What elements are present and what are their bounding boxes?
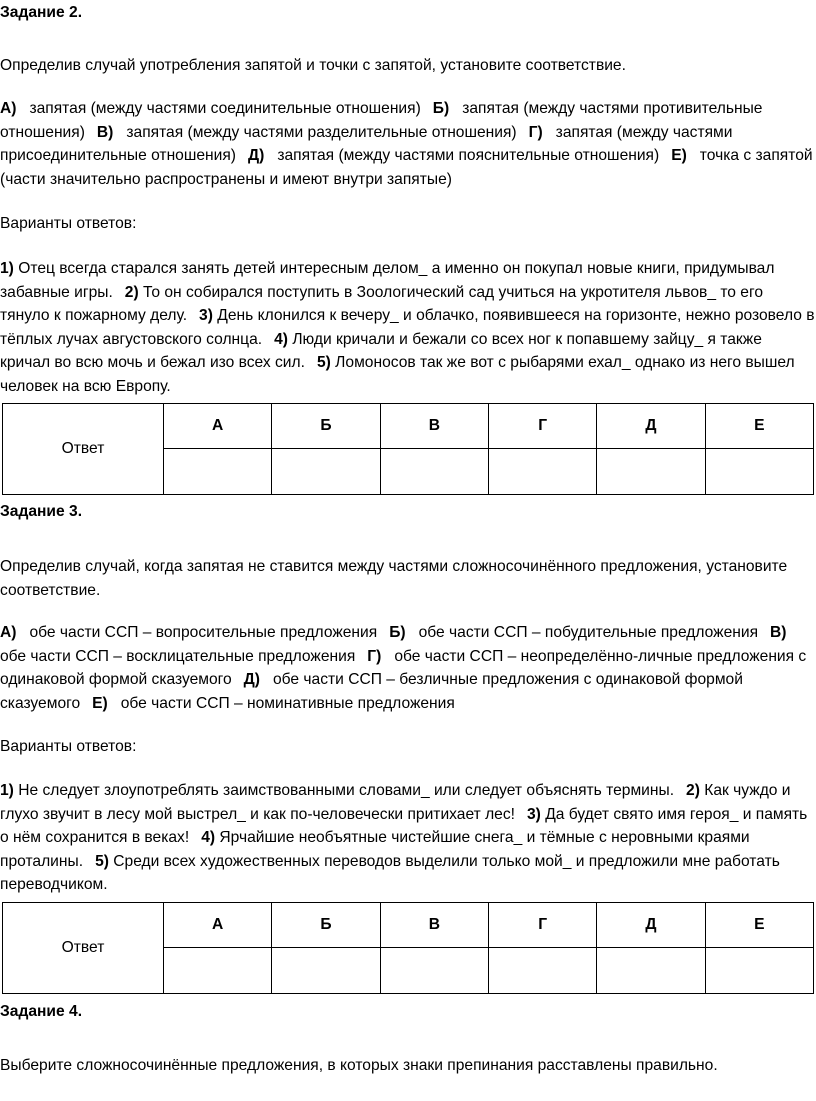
answer-cell[interactable]: [597, 948, 705, 994]
answer-text: Не следует злоупотреблять заимствованными словами_ или следует объяснять термины.: [18, 782, 675, 799]
answer-cell[interactable]: [380, 948, 488, 994]
task2-instruction: Определив случай употребления запятой и точки с запятой, установите соответствие.: [0, 57, 626, 74]
answer-number: 1): [0, 260, 14, 277]
task2-answer-table: [2, 403, 814, 495]
answer-row-label: Ответ: [3, 903, 164, 994]
column-header: Д: [597, 404, 705, 449]
option-text: обе части ССП – неопределённо-личные предложения с одинаковой формой сказуемого: [0, 647, 807, 689]
answer-number: 2): [686, 782, 700, 799]
answer-cell[interactable]: [597, 449, 705, 495]
task3-answer-table: [2, 902, 814, 994]
answer-text: Да будет свято имя героя_ и память о нём сохранится в веках!: [0, 805, 808, 847]
option-text: обе части ССП – безличные предложения с одинаковой формой сказуемого: [0, 671, 743, 712]
option-letter: Е): [671, 147, 687, 165]
task4-title: Задание 4.: [0, 1003, 83, 1020]
task3-instruction: Определив случай, когда запятая не ставится между частями сложносочинённого предложения, установите соответствие.: [0, 558, 788, 599]
option-letter: В): [96, 123, 114, 141]
column-header: Б: [272, 404, 380, 449]
answer-text: Как чуждо и глухо звучит в лесу мой выстрел_ и как по-человечески притихает лес!: [0, 782, 791, 823]
option-letter: Б): [389, 624, 406, 641]
option-text: обе части ССП – номинативные предложения: [120, 694, 455, 712]
answer-cell[interactable]: [164, 948, 272, 994]
option-text: запятая (между частями противительные отношения): [0, 100, 763, 141]
answer-number: 1): [0, 782, 14, 799]
answer-row-label: Ответ: [3, 404, 164, 495]
task2-variants-label: Варианты ответов:: [0, 215, 137, 232]
option-text: запятая (между частями разделительные отношения): [126, 123, 517, 141]
answer-number: 4): [274, 330, 288, 348]
answer-cell[interactable]: [272, 449, 380, 495]
answer-text: Отец всегда старался занять детей интересным делом_ а именно он покупал новые книги, придумывал забавные игры.: [0, 260, 775, 301]
option-letter: Г): [367, 647, 382, 665]
column-header: В: [380, 404, 488, 449]
option-letter: Д): [243, 671, 260, 689]
option-text: запятая (между частями пояснительные отношения): [277, 147, 660, 165]
option-letter: А): [0, 624, 17, 641]
answer-cell[interactable]: [488, 948, 596, 994]
option-text: обе части ССП – восклицательные предложения: [0, 647, 356, 665]
answer-cell[interactable]: [164, 449, 272, 495]
option-letter: Б): [432, 100, 450, 117]
column-header: Д: [597, 903, 705, 948]
option-letter: В): [770, 624, 787, 641]
option-letter: Г): [528, 123, 543, 141]
option-text: точка с запятой (части значительно распространены и имеют внутри запятые): [0, 147, 813, 188]
answer-number: 2): [124, 283, 139, 301]
option-letter: Д): [248, 147, 265, 165]
answer-number: 3): [199, 307, 213, 325]
answer-number: 3): [526, 805, 541, 823]
option-letter: Е): [92, 694, 108, 712]
answer-number: 5): [95, 852, 109, 870]
answer-text: День клонился к вечеру_ и облачко, появившееся на горизонте, нежно розовело в тёплых лучах августовского солнца.: [0, 307, 815, 348]
answer-cell[interactable]: [272, 948, 380, 994]
option-letter: А): [0, 100, 17, 117]
answer-text: Люди кричали и бежали со всех ног к попавшему зайцу_ я также кричал во всю мочь и бежал изо всех сил.: [0, 330, 762, 372]
answer-text: Ярчайшие необъятные чистейшие снега_ и тёмные с неровными краями проталины.: [0, 829, 750, 870]
task3-answers: [0, 779, 816, 897]
column-header: Е: [705, 903, 813, 948]
task4-instruction: Выберите сложносочинённые предложения, в которых знаки препинания расставлены правильно.: [0, 1057, 718, 1074]
option-text: обе части ССП – побудительные предложения: [418, 624, 759, 641]
column-header: В: [380, 903, 488, 948]
option-text: запятая (между частями присоединительные отношения): [0, 123, 733, 165]
task2-title: Задание 2.: [0, 4, 83, 21]
option-text: запятая (между частями соединительные отношения): [29, 100, 421, 117]
column-header: Е: [705, 404, 813, 449]
answer-number: 5): [316, 354, 331, 372]
answer-number: 4): [201, 829, 216, 847]
answer-text: То он собирался поступить в Зоологический сад учиться на укротителя львов_ то его тянуло к пожарному делу.: [0, 283, 763, 325]
task2-answers: [0, 257, 816, 399]
answer-cell[interactable]: [705, 948, 813, 994]
answer-text: Ломоносов так же вот с рыбарями ехал_ однако из него вышел человек на всю Европу.: [0, 354, 795, 395]
column-header: Б: [272, 903, 380, 948]
answer-cell[interactable]: [380, 449, 488, 495]
task3-title: Задание 3.: [0, 503, 83, 520]
answer-cell[interactable]: [705, 449, 813, 495]
task2-options: [0, 97, 816, 191]
option-text: обе части ССП – вопросительные предложения: [29, 624, 378, 641]
column-header: А: [164, 903, 272, 948]
task3-options: [0, 621, 816, 715]
column-header: Г: [488, 903, 596, 948]
answer-text: Среди всех художественных переводов выделили только мой_ и предложили мне работать переводчиком.: [0, 852, 780, 894]
task3-variants-label: Варианты ответов:: [0, 738, 137, 755]
column-header: Г: [488, 404, 596, 449]
answer-cell[interactable]: [488, 449, 596, 495]
column-header: А: [164, 404, 272, 449]
